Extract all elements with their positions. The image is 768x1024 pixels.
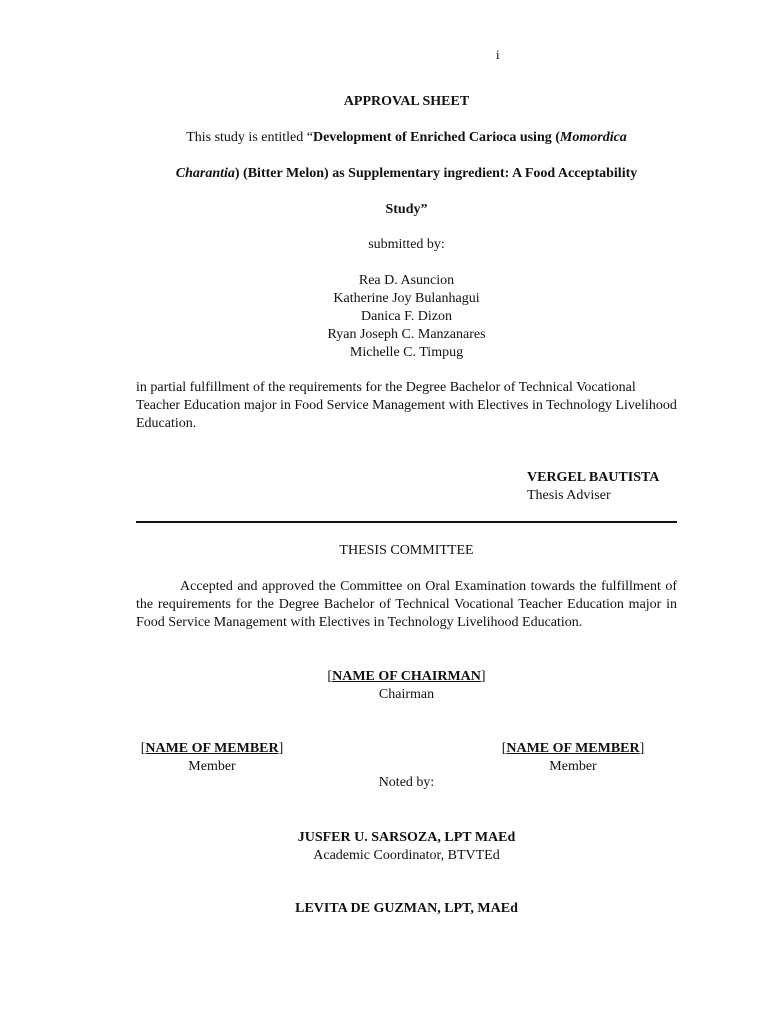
page-number: i (496, 47, 500, 62)
member-right-name: NAME OF MEMBER (506, 741, 640, 756)
title-italic-1: Momordica (559, 130, 627, 145)
coordinator-name: JUSFER U. SARSOZA, LPT MAEd (297, 830, 516, 845)
title-part-2: ) (Bitter Melon) as Supplementary ingredient: A Food Acceptability (234, 166, 638, 181)
adviser-name: VERGEL BAUTISTA (527, 470, 660, 485)
coordinator-role: Academic Coordinator, BTVTEd (313, 848, 500, 863)
member-left-name: NAME OF MEMBER (145, 741, 279, 756)
adviser-block (527, 469, 659, 505)
adviser-role: Thesis Adviser (527, 488, 611, 503)
committee-paragraph-text: Accepted and approved the Committee on Oral Examination towards the fulfillment of the requirements for the Degree Bachelor of Technical Vocational Teacher Education major in Food Service Management with Electives in Technology Livelihood Education. (136, 579, 677, 630)
member-left-name-line (136, 740, 288, 758)
member-left-role: Member (188, 759, 236, 774)
bracket-open: [ (327, 669, 333, 684)
author-list (136, 272, 677, 362)
member-right-block (497, 740, 649, 776)
member-right-name-line (497, 740, 649, 758)
member-left-block (136, 740, 288, 776)
chairman-role: Chairman (378, 687, 435, 702)
submitted-by-label: submitted by: (368, 237, 445, 252)
fulfillment-paragraph: in partial fulfillment of the requirements for the Degree Bachelor of Technical Vocational Teacher Education major in Food Service Management with Electives in Technology Livelihood Education. (136, 380, 677, 431)
title-line-3: Study” (385, 202, 428, 217)
bracket-close: ] (480, 669, 486, 684)
title-part-1: Development of Enriched Carioca using ( (312, 130, 560, 145)
chairman-block (136, 668, 677, 704)
chairman-name: NAME OF CHAIRMAN (332, 669, 481, 684)
author-name: Michelle C. Timpug (349, 345, 464, 360)
committee-heading: THESIS COMMITTEE (339, 543, 474, 558)
title-italic-2: Charantia (175, 166, 235, 181)
bracket-close: ] (639, 741, 645, 756)
noted-by-label: Noted by: (378, 775, 435, 790)
coordinator-block (136, 829, 677, 865)
bracket-open: [ (501, 741, 507, 756)
bracket-close: ] (278, 741, 284, 756)
author-name: Rea D. Asuncion (358, 273, 455, 288)
committee-paragraph (136, 578, 677, 632)
author-name: Danica F. Dizon (360, 309, 453, 324)
final-signatory-name: LEVITA DE GUZMAN, LPT, MAEd (295, 901, 518, 916)
title-line-1 (136, 130, 677, 146)
member-right-role: Member (549, 759, 597, 774)
author-name: Katherine Joy Bulanhagui (333, 291, 480, 306)
bracket-open: [ (140, 741, 146, 756)
title-intro: This study is entitled “ (186, 130, 313, 145)
section-divider (136, 521, 677, 523)
chairman-name-line (136, 668, 677, 686)
page-heading: APPROVAL SHEET (343, 94, 470, 109)
title-line-2 (136, 166, 677, 182)
author-name: Ryan Joseph C. Manzanares (327, 327, 486, 342)
